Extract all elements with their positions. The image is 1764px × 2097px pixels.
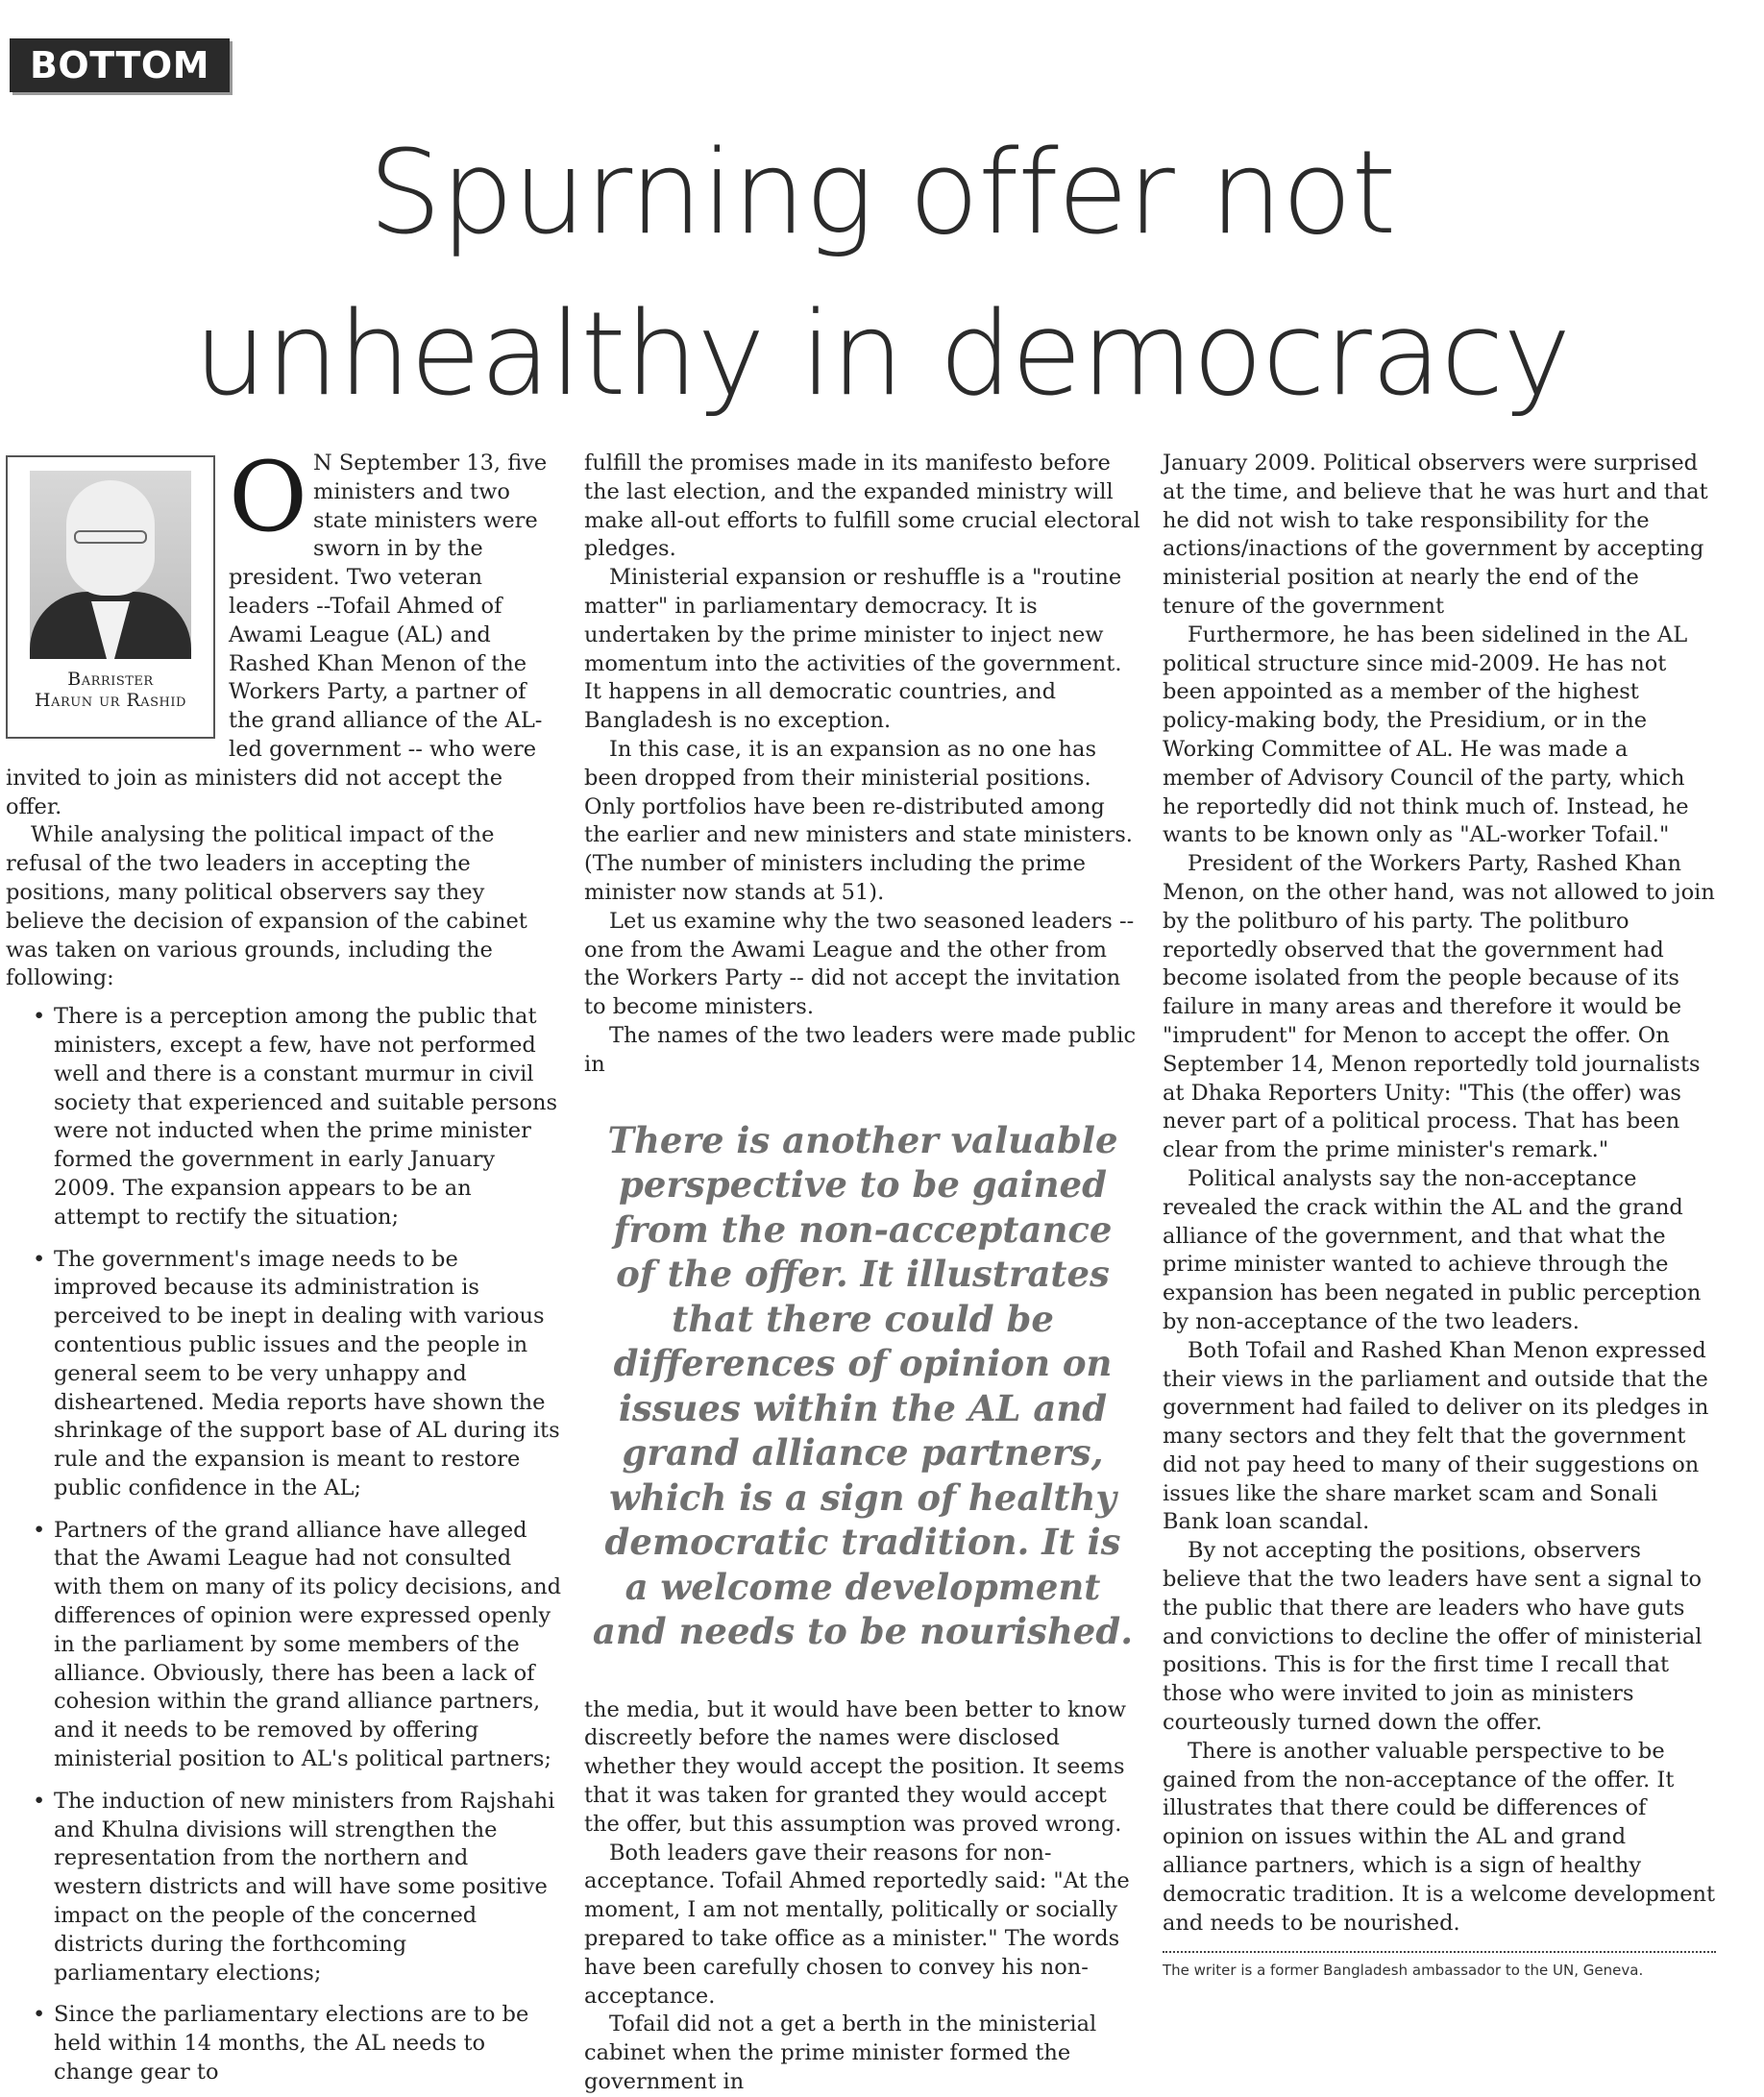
bullet-item: • There is a perception among the public that ministers, except a few, have not performed well and there is a constant murmur in civil society that experienced and suitable persons were not inducted when the prime minister formed the government in early January 2009. The expansion appears to be an attempt to rectify the situation; <box>6 1003 561 1231</box>
headline-line-2: unhealthy in democracy <box>193 288 1571 422</box>
author-photo <box>30 471 191 659</box>
paragraph: Tofail did not a get a berth in the ministerial cabinet when the prime minister formed the government in <box>584 2012 1097 2094</box>
article-column-3 <box>1163 450 1716 1980</box>
writer-note: The writer is a former Bangladesh ambassador to the UN, Geneva. <box>1163 1962 1644 1980</box>
paragraph: The names of the two leaders were made public in <box>584 1022 1137 1077</box>
paragraph: Both Tofail and Rashed Khan Menon expressed their views in the parliament and outside that the government had failed to deliver on its pledges in many sectors and they felt that the government did not pay heed to many of their suggestions on issues like the share market scam and Sonali Bank loan scandal. <box>1163 1337 1709 1535</box>
section-tag: BOTTOM LINE <box>10 38 230 92</box>
paragraph: Let us examine why the two seasoned leaders -- one from the Awami League and the other from the Workers Party -- did not accept the invitation to become ministers. <box>584 908 1135 1020</box>
author-byline <box>6 455 215 739</box>
paragraph: January 2009. Political observers were surprised at the time, and believe that he was hurt and that he did not wish to take responsibility for the actions/inactions of the government by accepting ministerial position at nearly the end of the tenure of the government <box>1163 451 1708 619</box>
pull-quote: There is another valuable perspective to be gained from the non-acceptance of the offer. It illustrates that there could be differences of opinion on issues within the AL and grand alliance partners, which is a sign of healthy democratic tradition. It is a welcome development and needs to be nourished. <box>592 1118 1134 1653</box>
paragraph: Political analysts say the non-acceptance revealed the crack within the AL and the grand alliance of the government, and that what the prime minister wanted to achieve through the expansion has been negated in public perception by non-acceptance of the two leaders. <box>1163 1165 1702 1334</box>
headline-line-1: Spurning offer not <box>368 127 1396 260</box>
paragraph: While analysing the political impact of the refusal of the two leaders in accepting the positions, many political observers say they believe the decision of expansion of the cabinet was taken on various grounds, including the following: <box>6 822 527 991</box>
article-column-2 <box>584 450 1141 2094</box>
article-column-1 <box>6 441 561 2085</box>
bullet-item: • The induction of new ministers from Rajshahi and Khulna divisions will strengthen the representation from the northern and western districts and will have some positive impact on the people of the concerned districts during the forthcoming parliamentary elections; <box>6 1788 561 1988</box>
paragraph: the media, but it would have been better to know discreetly before the names were disclosed whether they would accept the position. It seems that it was taken for granted they would accept the offer, but this assumption was proved wrong. <box>584 1696 1126 1837</box>
paragraph: There is another valuable perspective to be gained from the non-acceptance of the offer. It illustrates that there could be differences of opinion on issues within the AL and grand alliance partners, which is a sign of healthy democratic tradition. It is a welcome development and needs to be nourished. <box>1163 1738 1716 1936</box>
paragraph: Ministerial expansion or reshuffle is a "routine matter" in parliamentary democracy. It is undertaken by the prime minister to inject new momentum into the activities of the government. It happens in all democratic countries, and Bangladesh is no exception. <box>584 565 1122 734</box>
paragraph: fulfill the promises made in its manifesto before the last election, and the expanded ministry will make all-out efforts to fulfill some crucial electoral pledges. <box>584 451 1140 562</box>
author-name <box>8 669 213 711</box>
drop-cap: O <box>229 441 307 553</box>
lead-paragraph: N September 13, five ministers and two state ministers were sworn in by the president. Two veteran leaders --Tofail Ahmed of Awami League (AL) and Rashed Khan Menon of the Workers Party, a partner of the grand alliance of the AL-led government -- who were invited to join as ministers did not accept the offer. <box>6 451 548 819</box>
divider <box>1163 1951 1716 1953</box>
author-fullname: Harun ur Rashid <box>35 690 186 711</box>
headline <box>0 113 1764 436</box>
bullet-item: • Since the parliamentary elections are to be held within 14 months, the AL needs to change gear to <box>6 2001 561 2086</box>
paragraph: Furthermore, he has been sidelined in the AL political structure since mid-2009. He has not been appointed as a member of the highest policy-making body, the Presidium, or in the Working Committee of AL. He was made a member of Advisory Council of the party, which he reportedly did not think much of. Instead, he wants to be known only as "AL-worker Tofail." <box>1163 622 1689 848</box>
bullet-list <box>6 1003 561 2087</box>
paragraph: In this case, it is an expansion as no one has been dropped from their ministerial positions. Only portfolios have been re-distributed among the earlier and new ministers and state ministers. (The number of ministers including the prime minister now stands at 51). <box>584 736 1133 905</box>
paragraph: Both leaders gave their reasons for non-acceptance. Tofail Ahmed reportedly said: "At the moment, I am not mentally, politically or socially prepared to take office as a minister." The words have been carefully chosen to convey his non-acceptance. <box>584 1840 1130 2009</box>
paragraph: By not accepting the positions, observers believe that the two leaders have sent a signal to the public that there are leaders who have guts and convictions to decline the offer of ministerial positions. This is for the first time I recall that those who were invited to join as ministers courteously turned down the offer. <box>1163 1538 1703 1736</box>
paragraph: President of the Workers Party, Rashed Khan Menon, on the other hand, was not allowed to join by the politburo of his party. The politburo reportedly observed that the government had become isolated from the people because of its failure in many areas and therefore it would be "imprudent" for Menon to accept the offer. On September 14, Menon reportedly told journalists at Dhaka Reporters Unity: "This (the offer) was never part of a political process. That has been clear from the prime minister's remark." <box>1163 851 1715 1163</box>
author-title: Barrister <box>67 669 154 690</box>
bullet-item: • The government's image needs to be improved because its administration is perceived to be inept in dealing with various contentious public issues and the people in general seem to be very unhappy and disheartened. Media reports have shown the shrinkage of the support base of AL during its rule and the expansion is meant to restore public confidence in the AL; <box>6 1246 561 1503</box>
bullet-item: • Partners of the grand alliance have alleged that the Awami League had not consulted with them on many of its policy decisions, and differences of opinion were expressed openly in the parliament by some members of the alliance. Obviously, there has been a lack of cohesion within the grand alliance partners, and it needs to be removed by offering ministerial position to AL's political partners; <box>6 1517 561 1774</box>
